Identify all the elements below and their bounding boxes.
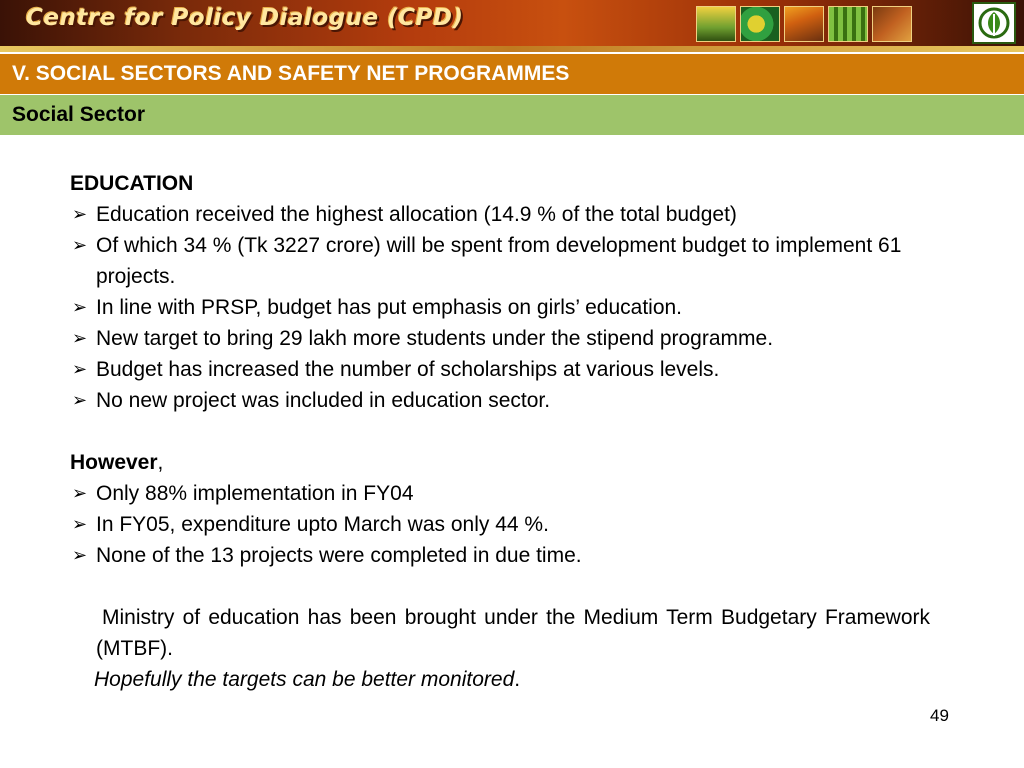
arrowhead-bullet-icon: ➢	[72, 297, 88, 317]
list-item	[70, 540, 930, 571]
however-heading	[70, 447, 930, 478]
section-title: V. SOCIAL SECTORS AND SAFETY NET PROGRAMMES	[12, 62, 570, 85]
section-title-bar	[0, 54, 1024, 94]
however-comma: ,	[157, 451, 164, 474]
banner-divider	[0, 46, 1024, 52]
list-item-text: Budget has increased the number of scholarships at various levels.	[96, 358, 720, 381]
education-heading: EDUCATION	[70, 172, 194, 195]
list-item	[70, 199, 930, 230]
closing-paragraph	[70, 602, 930, 664]
banner-thumbnail-image	[784, 6, 824, 42]
list-item-text: In FY05, expenditure upto March was only 44 %.	[96, 513, 549, 536]
list-item-text: New target to bring 29 lakh more students under the stipend programme.	[96, 327, 774, 350]
spacer	[70, 416, 930, 447]
arrowhead-bullet-icon: ➢	[72, 390, 88, 410]
arrowhead-bullet-icon: ➢	[72, 359, 88, 379]
list-item	[70, 354, 930, 385]
list-item	[70, 323, 930, 354]
list-item-text: No new project was included in education sector.	[96, 389, 551, 412]
list-item	[70, 509, 930, 540]
arrowhead-bullet-icon: ➢	[72, 328, 88, 348]
subsection-title: Social Sector	[12, 103, 146, 126]
banner-thumbnail-image	[740, 6, 780, 42]
page-number: 49	[930, 706, 949, 725]
list-item-text: Of which 34 % (Tk 3227 crore) will be spent from development budget to implement 61 projects.	[96, 234, 902, 288]
arrowhead-bullet-icon: ➢	[72, 514, 88, 534]
arrowhead-bullet-icon: ➢	[72, 545, 88, 565]
closing-remark-text: Hopefully the targets can be better monitored	[94, 668, 515, 691]
closing-remark-period: .	[514, 668, 521, 691]
list-item	[70, 292, 930, 323]
spacer	[70, 571, 930, 602]
banner-title: Centre for Policy Dialogue (CPD)	[26, 5, 464, 31]
arrowhead-bullet-icon: ➢	[72, 235, 88, 255]
banner-thumbnail-image	[872, 6, 912, 42]
banner-thumbnails	[696, 6, 912, 42]
cpd-logo-icon	[972, 2, 1016, 44]
arrowhead-bullet-icon: ➢	[72, 204, 88, 224]
arrowhead-bullet-icon: ➢	[72, 483, 88, 503]
list-item-text: In line with PRSP, budget has put emphasis on girls’ education.	[96, 296, 683, 319]
slide-content	[70, 168, 930, 695]
banner-thumbnail-image	[696, 6, 736, 42]
list-item-text: None of the 13 projects were completed in due time.	[96, 544, 582, 567]
list-item	[70, 478, 930, 509]
closing-paragraph-text: Ministry of education has been brought under the Medium Term Budgetary Framework (MTBF).	[96, 606, 930, 660]
header-banner	[0, 0, 1024, 52]
list-item-text: Education received the highest allocation (14.9 % of the total budget)	[96, 203, 737, 226]
closing-remark	[70, 664, 930, 695]
list-item-text: Only 88% implementation in FY04	[96, 482, 414, 505]
list-item	[70, 385, 930, 416]
banner-thumbnail-image	[828, 6, 868, 42]
subsection-bar	[0, 95, 1024, 135]
however-heading-text: However	[70, 451, 158, 474]
list-item	[70, 230, 930, 292]
